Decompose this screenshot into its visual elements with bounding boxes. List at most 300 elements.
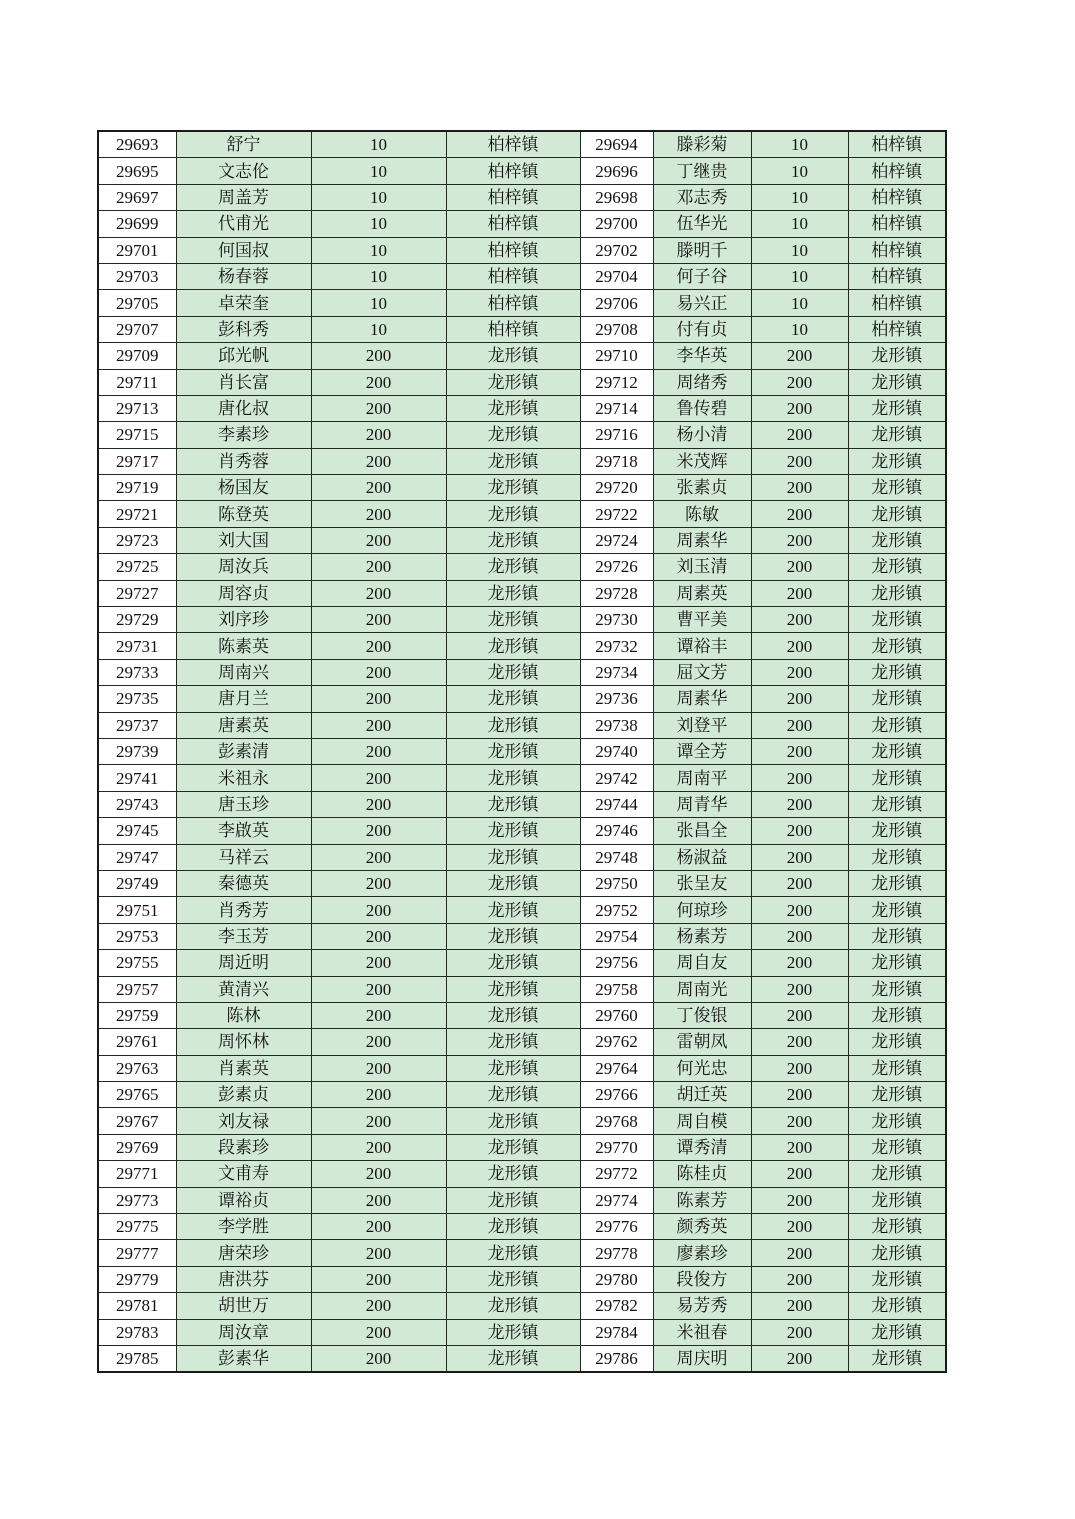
table-row — [98, 686, 946, 712]
id-cell: 29727 — [98, 580, 176, 606]
id-cell: 29781 — [98, 1293, 176, 1319]
amount-cell: 200 — [311, 1002, 446, 1028]
amount-cell: 10 — [751, 316, 848, 342]
name-cell: 李学胜 — [176, 1214, 311, 1240]
town-cell: 龙形镇 — [446, 1214, 580, 1240]
id-cell: 29705 — [98, 290, 176, 316]
amount-cell: 200 — [751, 395, 848, 421]
amount-cell: 200 — [311, 1082, 446, 1108]
id-cell: 29761 — [98, 1029, 176, 1055]
name-cell: 颜秀英 — [653, 1214, 751, 1240]
id-cell: 29767 — [98, 1108, 176, 1134]
name-cell: 刘玉清 — [653, 554, 751, 580]
table-row — [98, 1319, 946, 1345]
id-cell: 29706 — [580, 290, 653, 316]
name-cell: 丁俊银 — [653, 1002, 751, 1028]
amount-cell: 10 — [751, 237, 848, 263]
town-cell: 龙形镇 — [446, 791, 580, 817]
name-cell: 李华英 — [653, 343, 751, 369]
amount-cell: 200 — [311, 1214, 446, 1240]
amount-cell: 200 — [751, 501, 848, 527]
name-cell: 周怀林 — [176, 1029, 311, 1055]
town-cell: 龙形镇 — [848, 1055, 946, 1081]
id-cell: 29708 — [580, 316, 653, 342]
table-row — [98, 1293, 946, 1319]
town-cell: 龙形镇 — [848, 633, 946, 659]
amount-cell: 200 — [311, 1055, 446, 1081]
town-cell: 龙形镇 — [848, 1240, 946, 1266]
town-cell: 龙形镇 — [446, 765, 580, 791]
name-cell: 邓志秀 — [653, 184, 751, 210]
id-cell: 29733 — [98, 659, 176, 685]
id-cell: 29721 — [98, 501, 176, 527]
id-cell: 29784 — [580, 1319, 653, 1345]
id-cell: 29749 — [98, 870, 176, 896]
table-row — [98, 1108, 946, 1134]
town-cell: 龙形镇 — [848, 343, 946, 369]
name-cell: 伍华光 — [653, 211, 751, 237]
table-row — [98, 1055, 946, 1081]
name-cell: 丁继贵 — [653, 158, 751, 184]
town-cell: 柏梓镇 — [848, 184, 946, 210]
amount-cell: 200 — [311, 897, 446, 923]
amount-cell: 10 — [751, 131, 848, 158]
name-cell: 周青华 — [653, 791, 751, 817]
amount-cell: 200 — [751, 976, 848, 1002]
name-cell: 文甫寿 — [176, 1161, 311, 1187]
amount-cell: 200 — [751, 1293, 848, 1319]
amount-cell: 200 — [751, 1055, 848, 1081]
name-cell: 黄清兴 — [176, 976, 311, 1002]
amount-cell: 200 — [751, 1134, 848, 1160]
name-cell: 杨春蓉 — [176, 263, 311, 289]
name-cell: 周绪秀 — [653, 369, 751, 395]
id-cell: 29700 — [580, 211, 653, 237]
name-cell: 唐洪芬 — [176, 1266, 311, 1292]
name-cell: 何国叔 — [176, 237, 311, 263]
town-cell: 龙形镇 — [446, 686, 580, 712]
amount-cell: 200 — [311, 395, 446, 421]
amount-cell: 200 — [311, 1187, 446, 1213]
name-cell: 周南光 — [653, 976, 751, 1002]
town-cell: 柏梓镇 — [848, 290, 946, 316]
amount-cell: 10 — [311, 158, 446, 184]
town-cell: 柏梓镇 — [848, 237, 946, 263]
id-cell: 29746 — [580, 818, 653, 844]
amount-cell: 200 — [751, 1266, 848, 1292]
name-cell: 彭素华 — [176, 1345, 311, 1372]
id-cell: 29744 — [580, 791, 653, 817]
name-cell: 彭素清 — [176, 738, 311, 764]
town-cell: 龙形镇 — [848, 844, 946, 870]
id-cell: 29717 — [98, 448, 176, 474]
amount-cell: 10 — [751, 290, 848, 316]
amount-cell: 200 — [751, 923, 848, 949]
town-cell: 龙形镇 — [446, 475, 580, 501]
id-cell: 29775 — [98, 1214, 176, 1240]
table-row — [98, 422, 946, 448]
name-cell: 李啟英 — [176, 818, 311, 844]
name-cell: 周近明 — [176, 950, 311, 976]
town-cell: 龙形镇 — [848, 607, 946, 633]
table-row — [98, 870, 946, 896]
amount-cell: 200 — [751, 422, 848, 448]
name-cell: 段俊方 — [653, 1266, 751, 1292]
name-cell: 邱光帆 — [176, 343, 311, 369]
town-cell: 龙形镇 — [848, 554, 946, 580]
amount-cell: 200 — [311, 1108, 446, 1134]
amount-cell: 200 — [751, 791, 848, 817]
id-cell: 29777 — [98, 1240, 176, 1266]
id-cell: 29783 — [98, 1319, 176, 1345]
id-cell: 29745 — [98, 818, 176, 844]
id-cell: 29751 — [98, 897, 176, 923]
id-cell: 29694 — [580, 131, 653, 158]
name-cell: 唐荣珍 — [176, 1240, 311, 1266]
name-cell: 杨小清 — [653, 422, 751, 448]
amount-cell: 200 — [751, 343, 848, 369]
id-cell: 29729 — [98, 607, 176, 633]
name-cell: 舒宁 — [176, 131, 311, 158]
table-row — [98, 1134, 946, 1160]
amount-cell: 200 — [311, 448, 446, 474]
amount-cell: 200 — [751, 1108, 848, 1134]
amount-cell: 200 — [311, 369, 446, 395]
id-cell: 29720 — [580, 475, 653, 501]
id-cell: 29724 — [580, 527, 653, 553]
table-row — [98, 237, 946, 263]
id-cell: 29759 — [98, 1002, 176, 1028]
id-cell: 29704 — [580, 263, 653, 289]
id-cell: 29754 — [580, 923, 653, 949]
amount-cell: 200 — [751, 1029, 848, 1055]
name-cell: 易兴正 — [653, 290, 751, 316]
town-cell: 龙形镇 — [446, 1240, 580, 1266]
town-cell: 龙形镇 — [446, 1293, 580, 1319]
name-cell: 杨淑益 — [653, 844, 751, 870]
town-cell: 柏梓镇 — [446, 263, 580, 289]
town-cell: 柏梓镇 — [848, 211, 946, 237]
town-cell: 龙形镇 — [848, 686, 946, 712]
town-cell: 龙形镇 — [848, 369, 946, 395]
amount-cell: 10 — [311, 237, 446, 263]
amount-cell: 200 — [311, 1240, 446, 1266]
id-cell: 29702 — [580, 237, 653, 263]
table-row — [98, 1266, 946, 1292]
town-cell: 柏梓镇 — [446, 184, 580, 210]
id-cell: 29769 — [98, 1134, 176, 1160]
amount-cell: 200 — [751, 448, 848, 474]
name-cell: 何琼珍 — [653, 897, 751, 923]
name-cell: 米祖春 — [653, 1319, 751, 1345]
town-cell: 龙形镇 — [848, 1002, 946, 1028]
id-cell: 29712 — [580, 369, 653, 395]
name-cell: 滕明千 — [653, 237, 751, 263]
name-cell: 张呈友 — [653, 870, 751, 896]
name-cell: 何光忠 — [653, 1055, 751, 1081]
amount-cell: 200 — [311, 527, 446, 553]
name-cell: 屈文芳 — [653, 659, 751, 685]
town-cell: 龙形镇 — [848, 950, 946, 976]
id-cell: 29742 — [580, 765, 653, 791]
id-cell: 29768 — [580, 1108, 653, 1134]
amount-cell: 200 — [751, 712, 848, 738]
id-cell: 29740 — [580, 738, 653, 764]
name-cell: 杨国友 — [176, 475, 311, 501]
id-cell: 29750 — [580, 870, 653, 896]
amount-cell: 200 — [751, 1214, 848, 1240]
id-cell: 29737 — [98, 712, 176, 738]
table-row — [98, 976, 946, 1002]
name-cell: 刘登平 — [653, 712, 751, 738]
table-row — [98, 1161, 946, 1187]
amount-cell: 200 — [311, 475, 446, 501]
id-cell: 29728 — [580, 580, 653, 606]
id-cell: 29713 — [98, 395, 176, 421]
id-cell: 29779 — [98, 1266, 176, 1292]
id-cell: 29701 — [98, 237, 176, 263]
id-cell: 29722 — [580, 501, 653, 527]
table-row — [98, 1029, 946, 1055]
town-cell: 龙形镇 — [446, 1002, 580, 1028]
amount-cell: 200 — [751, 870, 848, 896]
amount-cell: 200 — [311, 844, 446, 870]
town-cell: 龙形镇 — [446, 554, 580, 580]
id-cell: 29757 — [98, 976, 176, 1002]
name-cell: 彭素贞 — [176, 1082, 311, 1108]
town-cell: 龙形镇 — [848, 475, 946, 501]
id-cell: 29696 — [580, 158, 653, 184]
name-cell: 唐素英 — [176, 712, 311, 738]
amount-cell: 200 — [311, 501, 446, 527]
table-row — [98, 1187, 946, 1213]
amount-cell: 200 — [311, 1345, 446, 1372]
id-cell: 29731 — [98, 633, 176, 659]
amount-cell: 200 — [751, 1161, 848, 1187]
amount-cell: 200 — [751, 844, 848, 870]
table-row — [98, 1214, 946, 1240]
town-cell: 龙形镇 — [446, 580, 580, 606]
name-cell: 陈登英 — [176, 501, 311, 527]
id-cell: 29718 — [580, 448, 653, 474]
table-row — [98, 765, 946, 791]
amount-cell: 200 — [311, 1293, 446, 1319]
amount-cell: 200 — [311, 343, 446, 369]
town-cell: 龙形镇 — [446, 976, 580, 1002]
amount-cell: 200 — [311, 1134, 446, 1160]
town-cell: 柏梓镇 — [848, 158, 946, 184]
name-cell: 段素珍 — [176, 1134, 311, 1160]
table-row — [98, 554, 946, 580]
name-cell: 秦德英 — [176, 870, 311, 896]
table-row — [98, 395, 946, 421]
amount-cell: 200 — [751, 897, 848, 923]
amount-cell: 200 — [311, 659, 446, 685]
town-cell: 柏梓镇 — [848, 316, 946, 342]
name-cell: 肖素英 — [176, 1055, 311, 1081]
name-cell: 周盖芳 — [176, 184, 311, 210]
name-cell: 刘友禄 — [176, 1108, 311, 1134]
amount-cell: 10 — [751, 184, 848, 210]
name-cell: 鲁传碧 — [653, 395, 751, 421]
town-cell: 龙形镇 — [848, 1214, 946, 1240]
id-cell: 29786 — [580, 1345, 653, 1372]
id-cell: 29723 — [98, 527, 176, 553]
town-cell: 龙形镇 — [446, 738, 580, 764]
id-cell: 29785 — [98, 1345, 176, 1372]
name-cell: 周容贞 — [176, 580, 311, 606]
amount-cell: 200 — [311, 422, 446, 448]
amount-cell: 200 — [751, 1002, 848, 1028]
id-cell: 29755 — [98, 950, 176, 976]
table-row — [98, 1345, 946, 1372]
name-cell: 陈素芳 — [653, 1187, 751, 1213]
name-cell: 周南兴 — [176, 659, 311, 685]
table-row — [98, 1002, 946, 1028]
town-cell: 龙形镇 — [848, 422, 946, 448]
town-cell: 柏梓镇 — [446, 316, 580, 342]
id-cell: 29730 — [580, 607, 653, 633]
name-cell: 肖秀芳 — [176, 897, 311, 923]
id-cell: 29752 — [580, 897, 653, 923]
id-cell: 29719 — [98, 475, 176, 501]
table-row — [98, 738, 946, 764]
town-cell: 柏梓镇 — [446, 237, 580, 263]
town-cell: 柏梓镇 — [848, 263, 946, 289]
amount-cell: 200 — [751, 950, 848, 976]
amount-cell: 200 — [311, 765, 446, 791]
amount-cell: 200 — [311, 607, 446, 633]
name-cell: 易芳秀 — [653, 1293, 751, 1319]
amount-cell: 200 — [311, 712, 446, 738]
id-cell: 29715 — [98, 422, 176, 448]
amount-cell: 200 — [311, 976, 446, 1002]
amount-cell: 200 — [751, 633, 848, 659]
id-cell: 29770 — [580, 1134, 653, 1160]
town-cell: 龙形镇 — [848, 1108, 946, 1134]
town-cell: 龙形镇 — [446, 633, 580, 659]
town-cell: 龙形镇 — [848, 1319, 946, 1345]
payment-list-table — [97, 130, 947, 1373]
town-cell: 龙形镇 — [848, 870, 946, 896]
name-cell: 刘序珍 — [176, 607, 311, 633]
table-row — [98, 448, 946, 474]
name-cell: 谭秀清 — [653, 1134, 751, 1160]
town-cell: 龙形镇 — [848, 765, 946, 791]
id-cell: 29703 — [98, 263, 176, 289]
amount-cell: 200 — [311, 950, 446, 976]
amount-cell: 200 — [751, 686, 848, 712]
name-cell: 周庆明 — [653, 1345, 751, 1372]
amount-cell: 200 — [311, 738, 446, 764]
town-cell: 龙形镇 — [446, 897, 580, 923]
amount-cell: 10 — [751, 211, 848, 237]
id-cell: 29697 — [98, 184, 176, 210]
town-cell: 龙形镇 — [446, 1266, 580, 1292]
id-cell: 29695 — [98, 158, 176, 184]
name-cell: 李素珍 — [176, 422, 311, 448]
amount-cell: 200 — [751, 554, 848, 580]
amount-cell: 200 — [751, 580, 848, 606]
id-cell: 29711 — [98, 369, 176, 395]
town-cell: 龙形镇 — [446, 950, 580, 976]
name-cell: 陈林 — [176, 1002, 311, 1028]
id-cell: 29765 — [98, 1082, 176, 1108]
id-cell: 29760 — [580, 1002, 653, 1028]
amount-cell: 10 — [311, 131, 446, 158]
id-cell: 29764 — [580, 1055, 653, 1081]
table-row — [98, 1240, 946, 1266]
amount-cell: 10 — [311, 263, 446, 289]
amount-cell: 10 — [311, 211, 446, 237]
name-cell: 文志伦 — [176, 158, 311, 184]
name-cell: 廖素珍 — [653, 1240, 751, 1266]
amount-cell: 200 — [311, 633, 446, 659]
name-cell: 周汝章 — [176, 1319, 311, 1345]
amount-cell: 200 — [311, 818, 446, 844]
amount-cell: 200 — [751, 475, 848, 501]
id-cell: 29738 — [580, 712, 653, 738]
town-cell: 龙形镇 — [446, 1187, 580, 1213]
name-cell: 马祥云 — [176, 844, 311, 870]
town-cell: 龙形镇 — [446, 844, 580, 870]
name-cell: 卓荣奎 — [176, 290, 311, 316]
amount-cell: 200 — [751, 1345, 848, 1372]
name-cell: 唐玉珍 — [176, 791, 311, 817]
id-cell: 29735 — [98, 686, 176, 712]
name-cell: 胡迁英 — [653, 1082, 751, 1108]
town-cell: 龙形镇 — [848, 712, 946, 738]
table-row — [98, 475, 946, 501]
town-cell: 柏梓镇 — [848, 131, 946, 158]
name-cell: 周自友 — [653, 950, 751, 976]
town-cell: 龙形镇 — [848, 1082, 946, 1108]
id-cell: 29710 — [580, 343, 653, 369]
name-cell: 周素华 — [653, 686, 751, 712]
table-row — [98, 131, 946, 158]
table-body — [98, 131, 946, 1372]
name-cell: 杨素芳 — [653, 923, 751, 949]
id-cell: 29693 — [98, 131, 176, 158]
town-cell: 龙形镇 — [848, 659, 946, 685]
table-row — [98, 897, 946, 923]
town-cell: 龙形镇 — [446, 818, 580, 844]
amount-cell: 200 — [751, 738, 848, 764]
town-cell: 龙形镇 — [848, 923, 946, 949]
id-cell: 29709 — [98, 343, 176, 369]
table-row — [98, 158, 946, 184]
amount-cell: 200 — [751, 1319, 848, 1345]
town-cell: 龙形镇 — [848, 1293, 946, 1319]
id-cell: 29741 — [98, 765, 176, 791]
town-cell: 龙形镇 — [848, 1029, 946, 1055]
town-cell: 龙形镇 — [446, 501, 580, 527]
table-row — [98, 791, 946, 817]
name-cell: 谭裕贞 — [176, 1187, 311, 1213]
id-cell: 29756 — [580, 950, 653, 976]
town-cell: 龙形镇 — [446, 395, 580, 421]
town-cell: 龙形镇 — [446, 1029, 580, 1055]
table-row — [98, 184, 946, 210]
table-row — [98, 527, 946, 553]
name-cell: 滕彩菊 — [653, 131, 751, 158]
name-cell: 雷朝凤 — [653, 1029, 751, 1055]
name-cell: 陈敏 — [653, 501, 751, 527]
name-cell: 张昌全 — [653, 818, 751, 844]
id-cell: 29714 — [580, 395, 653, 421]
town-cell: 龙形镇 — [446, 923, 580, 949]
id-cell: 29725 — [98, 554, 176, 580]
